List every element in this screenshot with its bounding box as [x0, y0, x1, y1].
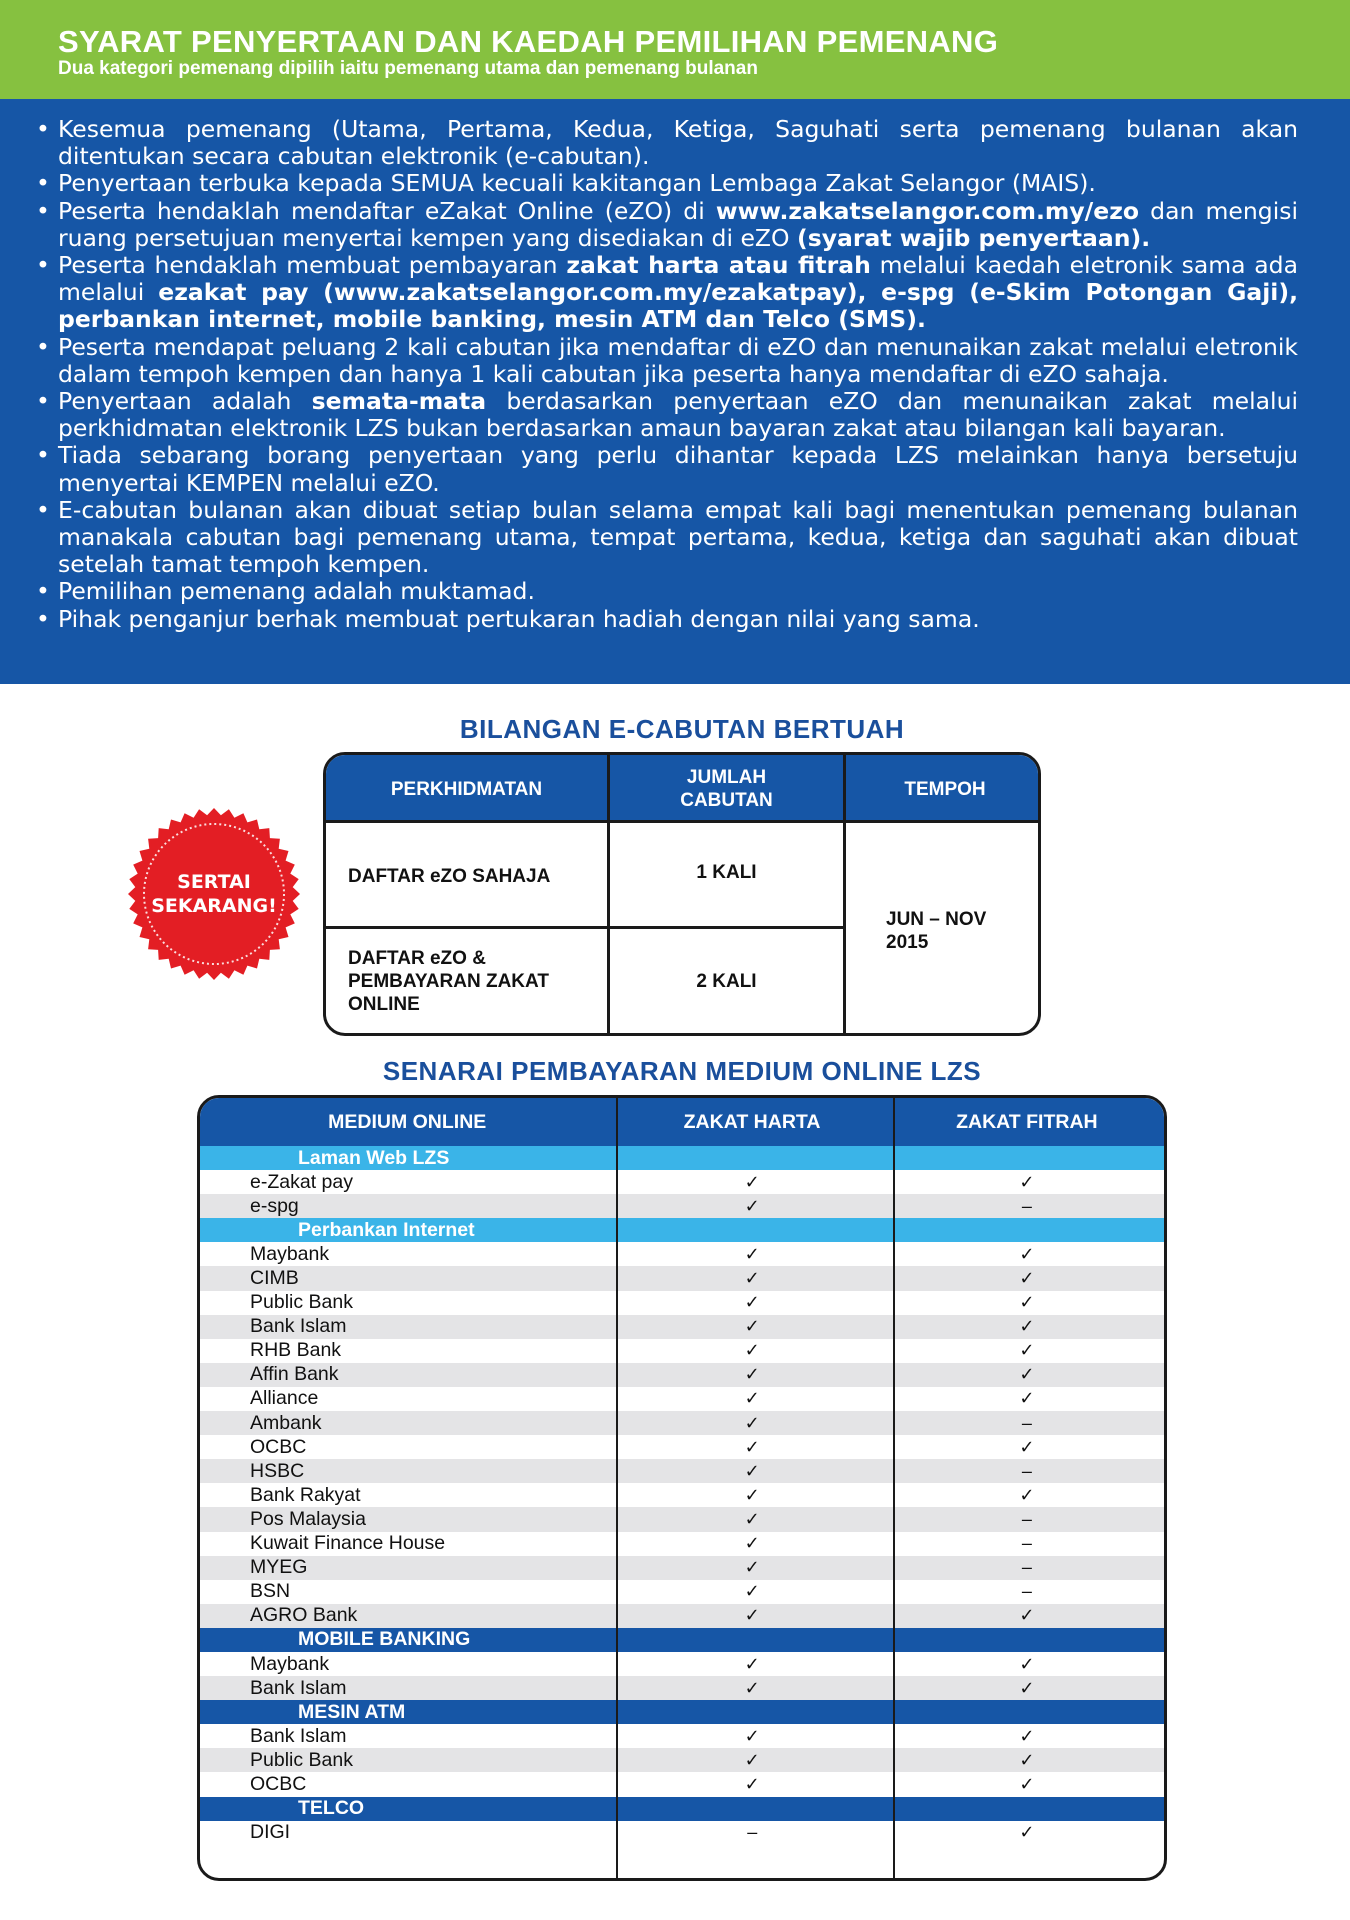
pay-harta-mark: ✓: [744, 1364, 760, 1385]
pay-fitrah-mark: –: [1021, 1508, 1032, 1529]
pay-harta-mark: ✓: [744, 1340, 760, 1361]
pay-medium-name: Ambank: [250, 1411, 322, 1434]
rule-emphasis: www.zakatselangor.com.my/ezo: [715, 196, 1140, 225]
pay-fitrah-mark: ✓: [1019, 1822, 1035, 1843]
pay-medium-name: HSBC: [250, 1459, 305, 1482]
pay-harta-mark: ✓: [744, 1557, 760, 1578]
pay-medium-name: Pos Malaysia: [250, 1507, 366, 1530]
pay-fitrah-mark: ✓: [1019, 1436, 1035, 1457]
pay-fitrah-mark: ✓: [1019, 1364, 1035, 1385]
rule-emphasis: ezakat pay (www.zakatselangor.com.my/ezakatpay), e-spg (e-Skim Potongan Gaji), perbankan internet, mobile banking, mesin ATM dan Telco (SMS).: [58, 278, 1299, 334]
rule-emphasis: (syarat wajib penyertaan).: [797, 223, 1151, 252]
pay-table-row: [200, 1724, 1164, 1748]
rule-text: Penyertaan terbuka kepada SEMUA kecuali kakitangan Lembaga Zakat Selangor (MAIS).: [58, 169, 1096, 198]
pay-medium-name: Kuwait Finance House: [250, 1532, 446, 1555]
pay-fitrah-mark: ✓: [1019, 1388, 1035, 1409]
pay-medium-name: Bank Rakyat: [250, 1483, 361, 1506]
pay-harta-mark: ✓: [744, 1316, 760, 1337]
pay-harta-mark: ✓: [744, 1460, 760, 1481]
rules-section: [0, 99, 1350, 684]
pay-harta-mark: ✓: [744, 1508, 760, 1529]
pay-table-row: [200, 1604, 1164, 1628]
pay-harta-mark: ✓: [744, 1773, 760, 1794]
rule-text: Peserta mendapat peluang 2 kali cabutan jika mendaftar di eZO dan menunaikan zakat melalui eletronik dalam tempoh kempen dan hanya 1 kali cabutan jika peserta hanya mendaftar di eZO sahaja.: [58, 332, 1298, 388]
pay-harta-mark: ✓: [744, 1292, 760, 1313]
rule-text: Pemilihan pemenang adalah muktamad.: [58, 577, 535, 606]
rule-item: [34, 497, 1298, 579]
pay-harta-mark: ✓: [744, 1268, 760, 1289]
rule-text: Peserta hendaklah mendaftar eZakat Online (eZO) di: [58, 196, 716, 225]
pay-table-row: [200, 1676, 1164, 1700]
pay-harta-mark: ✓: [744, 1412, 760, 1433]
rule-emphasis: semata-mata: [311, 387, 487, 416]
pay-fitrah-mark: ✓: [1019, 1725, 1035, 1746]
pay-category-row: [200, 1700, 1164, 1724]
pay-harta-mark: ✓: [744, 1243, 760, 1264]
rule-text: melalui kaedah eletronik sama ada melalui: [58, 251, 1299, 307]
pay-medium-name: AGRO Bank: [250, 1604, 358, 1627]
rule-item: [34, 334, 1298, 388]
pay-fitrah-mark: ✓: [1019, 1605, 1035, 1626]
pay-divider: [893, 1098, 895, 1878]
pay-fitrah-mark: ✓: [1019, 1749, 1035, 1770]
pay-medium-name: MYEG: [250, 1556, 308, 1579]
rule-item: [34, 198, 1298, 252]
pay-fitrah-mark: –: [1021, 1460, 1032, 1481]
pay-fitrah-mark: ✓: [1019, 1243, 1035, 1264]
pay-category-label: Laman Web LZS: [298, 1146, 450, 1169]
pay-fitrah-mark: ✓: [1019, 1677, 1035, 1698]
pay-fitrah-mark: ✓: [1019, 1484, 1035, 1505]
pay-harta-mark: ✓: [744, 1195, 760, 1216]
draw-col-service: PERKHIDMATAN: [390, 778, 543, 800]
pay-harta-mark: ✓: [744, 1653, 760, 1674]
pay-table: [197, 1095, 1167, 1881]
pay-category-label: MESIN ATM: [298, 1700, 406, 1723]
rule-item: [34, 116, 1298, 170]
rule-item: [34, 442, 1298, 496]
pay-medium-name: Alliance: [250, 1387, 319, 1410]
pay-harta-mark: ✓: [744, 1581, 760, 1602]
pay-category-row: [200, 1628, 1164, 1652]
pay-table-header: [200, 1098, 1164, 1146]
rule-text: Tiada sebarang borang penyertaan yang perlu dihantar kepada LZS melainkan hanya bersetuju menyertai KEMPEN melalui eZO.: [58, 441, 1298, 497]
pay-table-row: [200, 1387, 1164, 1411]
pay-medium-name: Bank Islam: [250, 1724, 347, 1747]
pay-table-row: [200, 1411, 1164, 1435]
draw-divider: [607, 755, 610, 1036]
badge-line2: SEKARANG!: [151, 895, 277, 917]
pay-fitrah-mark: ✓: [1019, 1268, 1035, 1289]
rule-text: Pihak penganjur berhak membuat pertukaran hadiah dengan nilai yang sama.: [58, 604, 980, 633]
rule-item: [34, 606, 1298, 633]
rule-item: [34, 252, 1298, 334]
draw-divider: [326, 926, 846, 929]
pay-medium-name: Maybank: [250, 1242, 330, 1265]
pay-fitrah-mark: ✓: [1019, 1292, 1035, 1313]
pay-fitrah-mark: ✓: [1019, 1171, 1035, 1192]
pay-table-row: [200, 1483, 1164, 1507]
rules-list: [34, 116, 1298, 633]
pay-fitrah-mark: –: [1021, 1412, 1032, 1433]
page-subtitle: Dua kategori pemenang dipilih iaitu pemenang utama dan pemenang bulanan: [58, 58, 758, 79]
pay-category-label: Perbankan Internet: [298, 1218, 475, 1241]
pay-table-heading: SENARAI PEMBAYARAN MEDIUM ONLINE LZS: [382, 1056, 982, 1086]
pay-medium-name: Affin Bank: [250, 1363, 339, 1386]
pay-fitrah-mark: –: [1021, 1581, 1032, 1602]
pay-medium-name: DIGI: [250, 1821, 291, 1844]
pay-fitrah-mark: ✓: [1019, 1340, 1035, 1361]
draw-table: [323, 752, 1041, 1036]
pay-medium-name: Bank Islam: [250, 1676, 347, 1699]
pay-harta-mark: ✓: [744, 1533, 760, 1554]
pay-category-row: [200, 1797, 1164, 1821]
pay-table-row: [200, 1170, 1164, 1194]
pay-table-body: [200, 1146, 1164, 1845]
rule-text: dan mengisi ruang persetujuan menyertai kempen yang disediakan di eZO: [58, 196, 1298, 252]
draw-col-period: TEMPOH: [904, 778, 986, 800]
pay-harta-mark: ✓: [744, 1725, 760, 1746]
draw-period: JUN – NOV 2015: [886, 909, 987, 953]
rule-item: [34, 578, 1298, 605]
pay-col-fitrah: ZAKAT FITRAH: [956, 1110, 1098, 1133]
pay-table-row: [200, 1266, 1164, 1290]
pay-fitrah-mark: –: [1021, 1557, 1032, 1578]
pay-category-row: [200, 1146, 1164, 1170]
pay-category-row: [200, 1218, 1164, 1242]
pay-table-row: [200, 1772, 1164, 1796]
pay-table-row: [200, 1435, 1164, 1459]
pay-table-row: [200, 1556, 1164, 1580]
pay-fitrah-mark: –: [1021, 1533, 1032, 1554]
pay-fitrah-mark: ✓: [1019, 1316, 1035, 1337]
header-banner: [0, 0, 1350, 99]
rule-item: [34, 388, 1298, 442]
draw-row1-count: 1 KALI: [696, 861, 757, 883]
rule-text: Kesemua pemenang (Utama, Pertama, Kedua, Ketiga, Saguhati serta pemenang bulanan akan ditentukan secara cabutan elektronik (e-cabutan).: [58, 115, 1298, 171]
pay-harta-mark: ✓: [744, 1677, 760, 1698]
pay-medium-name: e-Zakat pay: [250, 1170, 353, 1193]
pay-medium-name: BSN: [250, 1580, 291, 1603]
rule-text: Peserta hendaklah membuat pembayaran: [58, 251, 567, 280]
pay-table-row: [200, 1821, 1164, 1845]
pay-table-row: [200, 1315, 1164, 1339]
pay-medium-name: OCBC: [250, 1772, 307, 1795]
pay-table-row: [200, 1580, 1164, 1604]
pay-category-label: TELCO: [298, 1797, 365, 1820]
pay-medium-name: e-spg: [250, 1194, 299, 1217]
pay-medium-name: CIMB: [250, 1267, 299, 1290]
draw-row2-count: 2 KALI: [696, 970, 757, 992]
pay-medium-name: Public Bank: [250, 1291, 353, 1314]
pay-fitrah-mark: ✓: [1019, 1653, 1035, 1674]
badge-line1: SERTAI: [177, 871, 251, 893]
pay-harta-mark: –: [747, 1822, 758, 1843]
pay-table-row: [200, 1194, 1164, 1218]
pay-category-label: MOBILE BANKING: [298, 1628, 471, 1651]
pay-medium-name: OCBC: [250, 1435, 307, 1458]
pay-table-row: [200, 1459, 1164, 1483]
pay-table-row: [200, 1652, 1164, 1676]
rule-emphasis: zakat harta atau fitrah: [566, 251, 871, 280]
pay-harta-mark: ✓: [744, 1605, 760, 1626]
pay-table-row: [200, 1339, 1164, 1363]
pay-table-row: [200, 1363, 1164, 1387]
draw-row1-service: DAFTAR eZO SAHAJA: [348, 865, 551, 887]
pay-table-row: [200, 1242, 1164, 1266]
pay-medium-name: Public Bank: [250, 1748, 353, 1771]
pay-fitrah-mark: ✓: [1019, 1773, 1035, 1794]
pay-table-row: [200, 1532, 1164, 1556]
pay-col-harta: ZAKAT HARTA: [683, 1110, 821, 1133]
pay-harta-mark: ✓: [744, 1484, 760, 1505]
rule-item: [34, 170, 1298, 197]
rule-text: berdasarkan penyertaan eZO dan menunaikan zakat melalui perkhidmatan elektronik LZS bukan berdasarkan amaun bayaran zakat atau bilangan kali bayaran.: [58, 387, 1298, 443]
pay-medium-name: Maybank: [250, 1652, 330, 1675]
pay-divider: [616, 1098, 618, 1878]
pay-harta-mark: ✓: [744, 1388, 760, 1409]
pay-col-medium: MEDIUM ONLINE: [328, 1110, 487, 1133]
rule-text: Penyertaan adalah: [58, 387, 312, 416]
draw-divider: [843, 755, 846, 1036]
draw-col-count: JUMLAH CABUTAN: [680, 767, 773, 811]
pay-medium-name: RHB Bank: [250, 1339, 342, 1362]
pay-harta-mark: ✓: [744, 1749, 760, 1770]
draw-row2-service: DAFTAR eZO & PEMBAYARAN ZAKAT ONLINE: [348, 947, 549, 1015]
pay-harta-mark: ✓: [744, 1436, 760, 1457]
page-title: SYARAT PENYERTAAN DAN KAEDAH PEMILIHAN PEMENANG: [58, 24, 999, 59]
pay-medium-name: Bank Islam: [250, 1315, 347, 1338]
pay-fitrah-mark: –: [1021, 1195, 1032, 1216]
rule-text: E-cabutan bulanan akan dibuat setiap bulan selama empat kali bagi menentukan pemenang bulanan manakala cabutan bagi pemenang utama, tempat pertama, kedua, ketiga dan saguhati akan dibuat setelah tamat tempoh kempen.: [58, 495, 1298, 579]
pay-table-row: [200, 1748, 1164, 1772]
badge-seal-icon: [128, 808, 300, 980]
join-now-badge[interactable]: [128, 808, 300, 980]
draw-table-heading: BILANGAN E-CABUTAN BERTUAH: [459, 714, 905, 744]
pay-table-row: [200, 1291, 1164, 1315]
pay-table-row: [200, 1507, 1164, 1531]
pay-harta-mark: ✓: [744, 1171, 760, 1192]
